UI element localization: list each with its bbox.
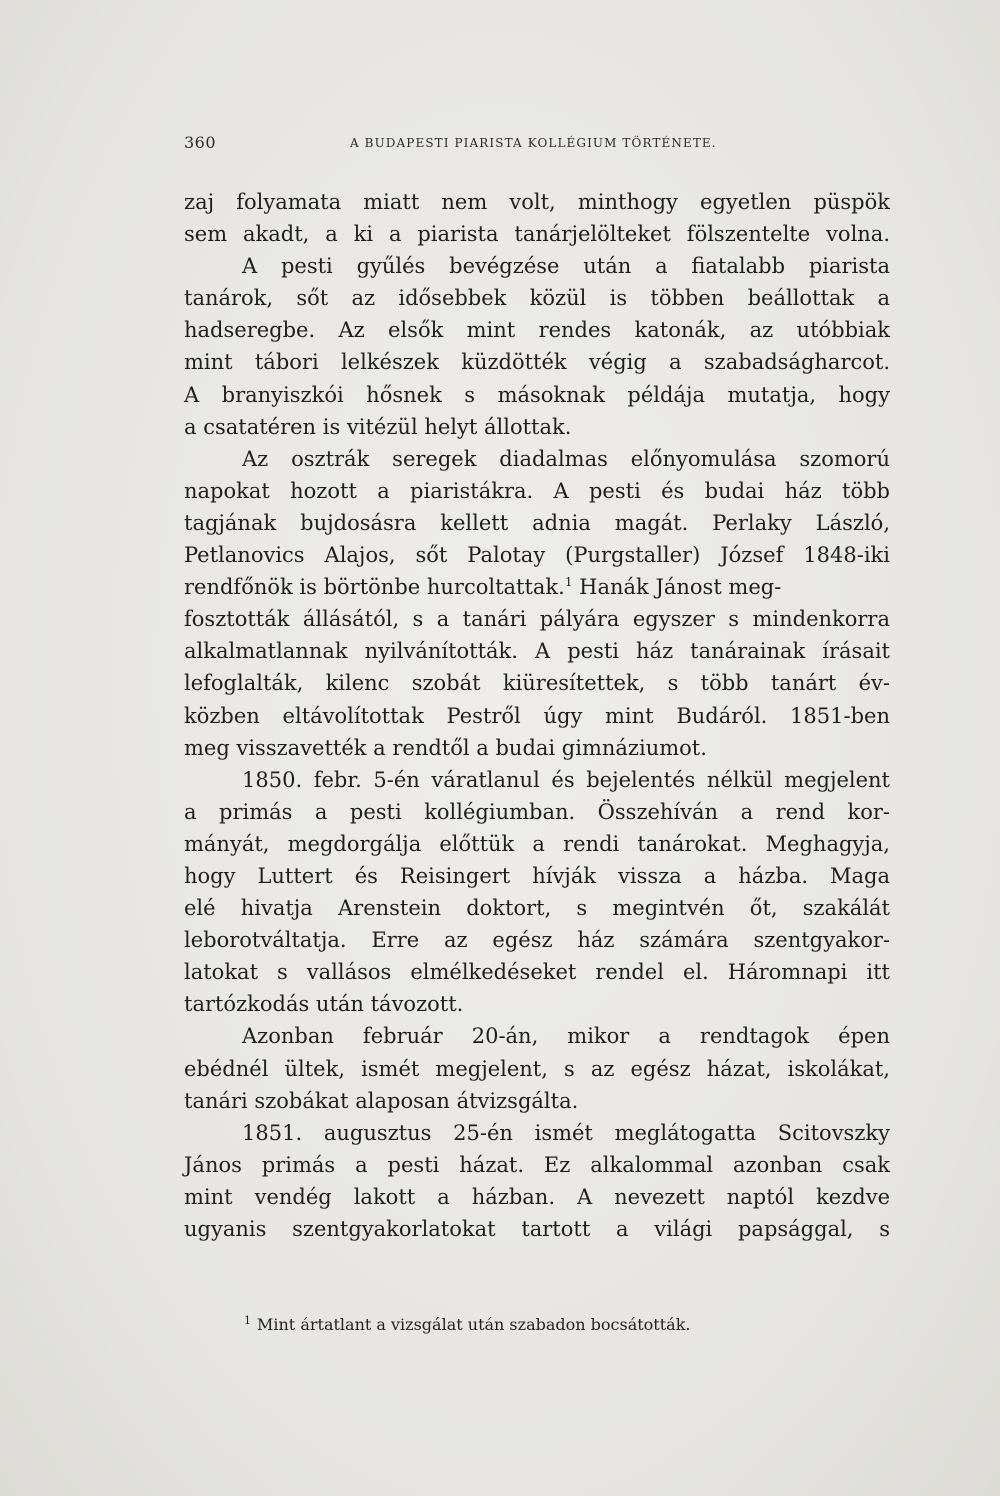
text-line: 1850. febr. 5-én váratlanul és bejelentés nélkül megjelent [242,767,890,792]
text-line: János primás a pesti házat. Ez alkalommal azonban csak [184,1152,890,1177]
running-title: A BUDAPESTI PIARISTA KOLLÉGIUM TÖRTÉNETE. [350,136,717,150]
text-line: latokat s vallásos elmélkedéseket rendel el. Háromnapi itt [184,960,890,985]
text-line [184,571,890,603]
text-line: a primás a pesti kollégiumban. Összehíván a rend kor- [184,799,890,824]
text-line: ebédnél ültek, ismét megjelent, s az egész házat, iskolákat, [184,1056,890,1081]
text-line: hadseregbe. Az elsők mint rendes katonák, az utóbbiak [184,318,890,343]
footnote-text: Mint ártatlant a vizsgálat után szabadon bocsátották. [257,1315,691,1334]
text-line: 1851. augusztus 25-én ismét meglátogatta Scitovszky [242,1120,890,1145]
page-header [184,133,896,153]
text-line: A pesti gyűlés bevégzése után a fiatalabb piarista [242,254,890,279]
text-line: fosztották állásától, s a tanári pályára egyszer s mindenkorra [184,607,890,632]
text-line: mint tábori lelkészek küzdötték végig a szabadságharcot. [184,350,890,375]
text-line: Az osztrák seregek diadalmas előnyomulása szomorú [242,446,890,471]
footnote-reference: 1 [564,575,573,590]
text-line: tartózkodás után távozott. [184,992,464,1017]
text-line: alkalmatlannak nyilvánították. A pesti ház tanárainak írásait [184,639,890,664]
text-line: tanárok, sőt az idősebbek közül is többen beállottak a [184,286,890,311]
footnote [244,1314,690,1334]
text-line: napokat hozott a piaristákra. A pesti és budai ház több [184,478,890,503]
body-text [184,186,890,1245]
text-line: ugyanis szentgyakorlatokat tartott a világi papsággal, s [184,1217,890,1241]
text-line: közben eltávolítottak Pestről úgy mint Budáról. 1851-ben [184,703,890,728]
text-line: meg visszavették a rendtől a budai gimnáziumot. [184,735,707,760]
text-line: hogy Luttert és Reisingert hívják vissza a házba. Maga [184,863,890,888]
text-line: sem akadt, a ki a piarista tanárjelölteket fölszentelte volna. [184,222,890,247]
text-line-part: rendfőnök is börtönbe hurcoltattak. [184,575,565,600]
text-line: Petlanovics Alajos, sőt Palotay (Purgstaller) József 1848-iki [184,543,890,568]
text-line: leborotváltatja. Erre az egész ház számára szentgyakor- [184,928,890,953]
text-line: a csatatéren is vitézül helyt állottak. [184,414,572,439]
text-line: tagjának bujdosásra kellett adnia magát. Perlaky László, [184,510,890,535]
text-line-part: Hanák Jánost meg- [572,575,782,600]
text-line: Azonban február 20-án, mikor a rendtagok épen [242,1024,890,1049]
text-line: A branyiszkói hősnek s másoknak példája mutatja, hogy [184,382,890,407]
text-line: tanári szobákat alaposan átvizsgálta. [184,1088,579,1113]
text-line: elé hivatja Arenstein doktort, s megintvén őt, szakálát [184,896,890,921]
page-number: 360 [184,133,217,152]
footnote-number: 1 [244,1314,251,1327]
text-line: zaj folyamata miatt nem volt, minthogy egyetlen püspök [184,190,890,214]
text-line: mint vendég lakott a házban. A nevezett naptól kezdve [184,1184,890,1209]
text-line: lefoglalták, kilenc szobát kiüresítettek, s több tanárt év- [184,671,890,696]
text-line: mányát, megdorgálja előttük a rendi tanárokat. Meghagyja, [184,831,890,856]
